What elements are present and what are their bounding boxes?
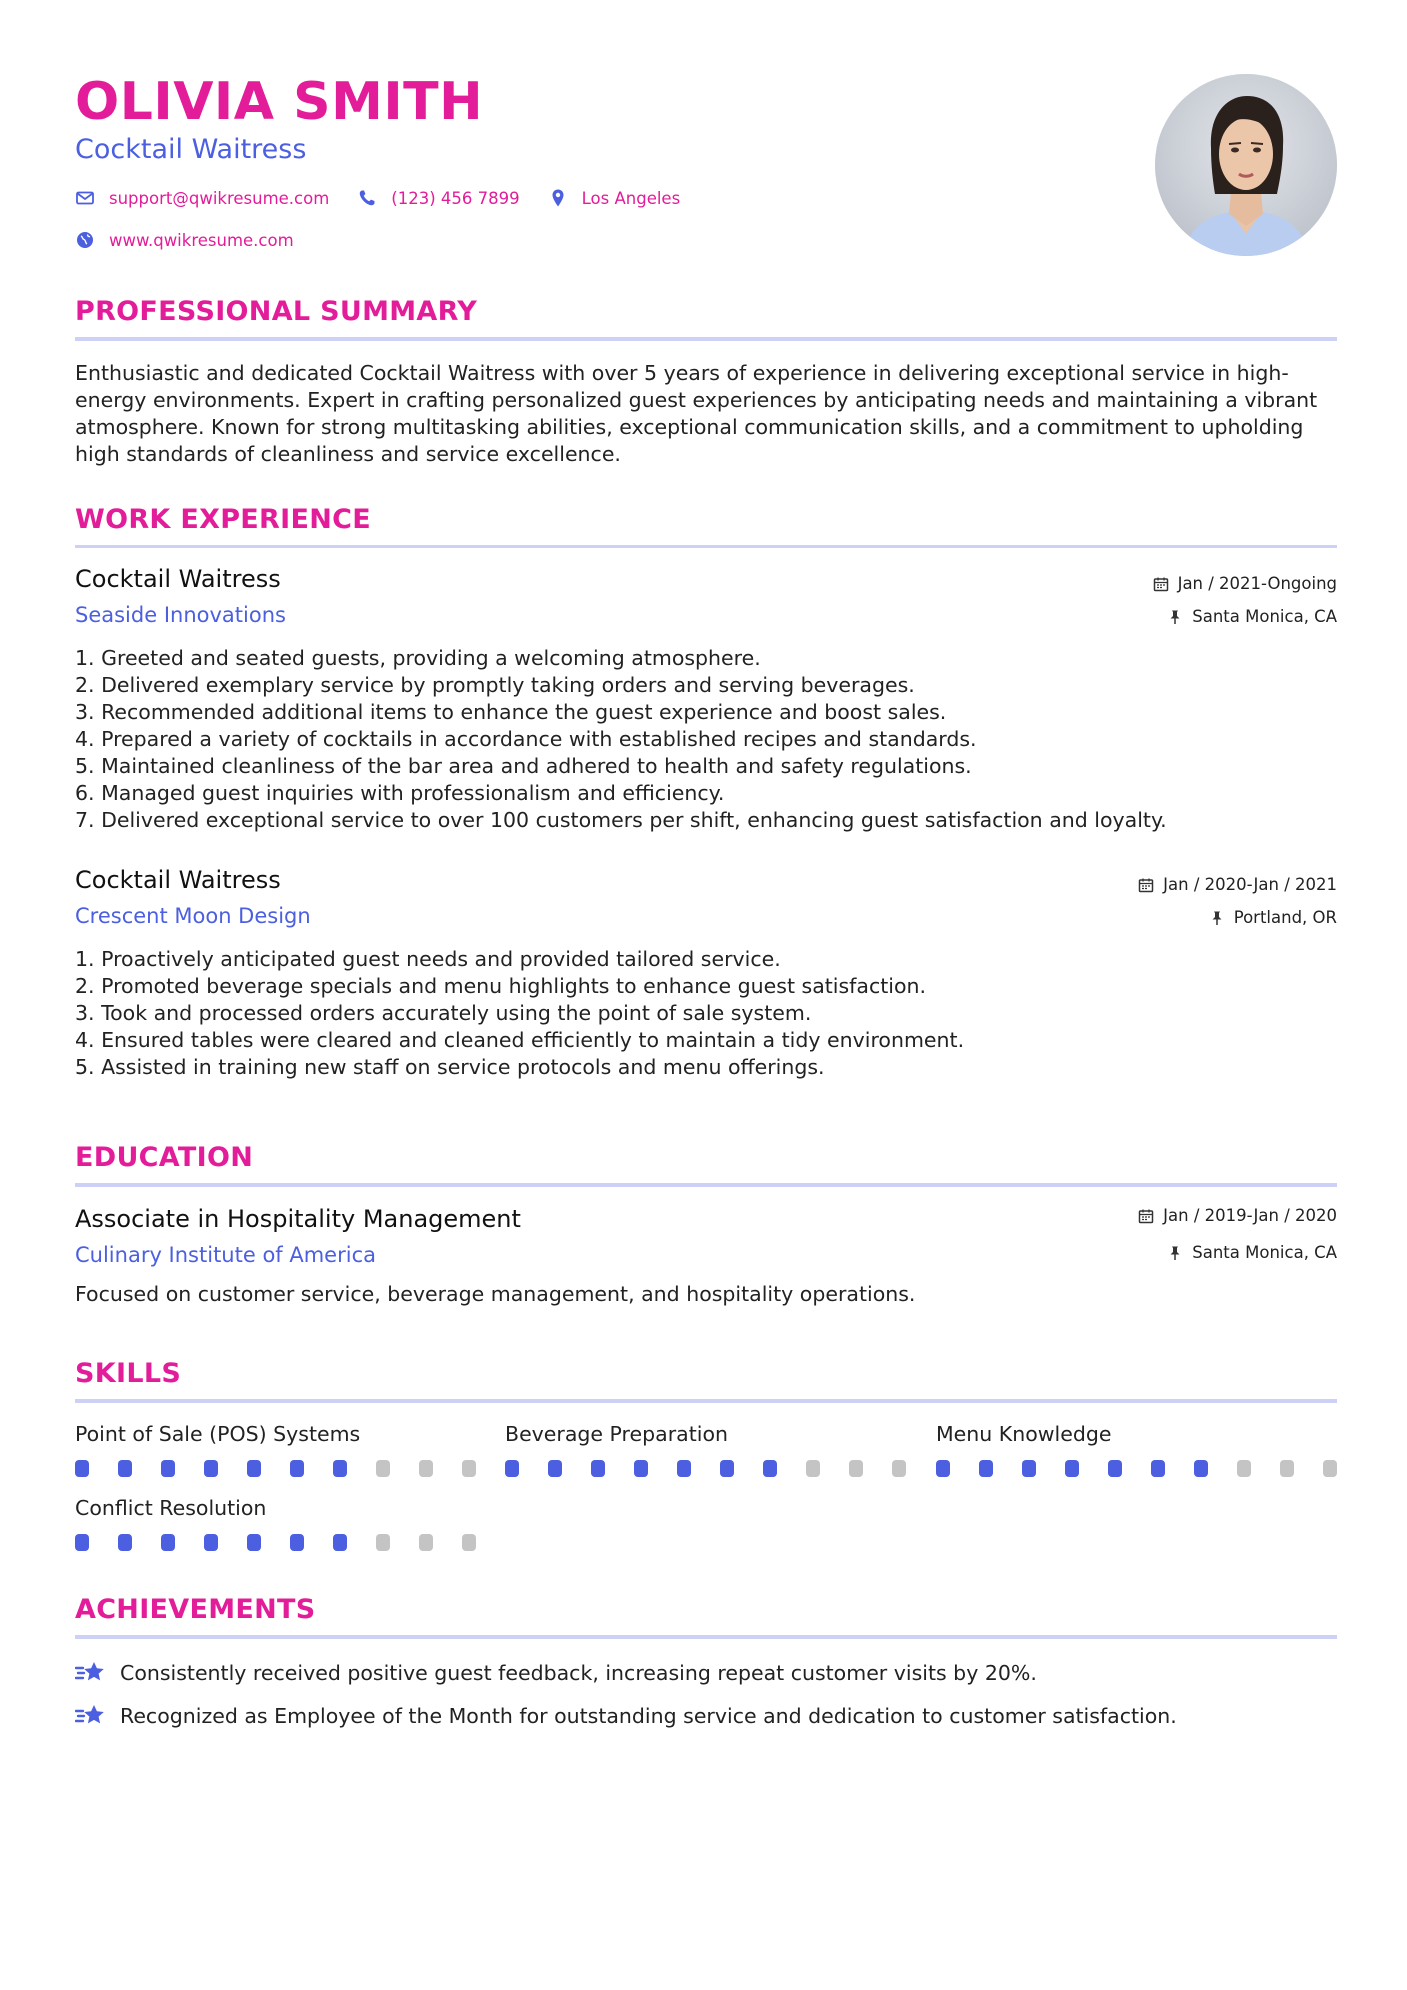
phone-text[interactable]: (123) 456 7899 [391, 188, 520, 208]
list-item: 6. Managed guest inquiries with professionalism and efficiency. [75, 781, 725, 805]
contact-email[interactable] [75, 188, 329, 208]
skill-name: Point of Sale (POS) Systems [75, 1422, 361, 1446]
profile-photo [1155, 74, 1337, 256]
skill-dot-filled [204, 1534, 218, 1551]
achievements-divider [75, 1635, 1337, 1639]
education-description: Focused on customer service, beverage management, and hospitality operations. [75, 1282, 916, 1306]
skill-dot-empty [806, 1460, 820, 1477]
job-company: Crescent Moon Design [75, 904, 311, 928]
skill-dot-filled [634, 1460, 648, 1477]
job-bullets [75, 946, 1337, 1081]
experience-heading: WORK EXPERIENCE [75, 504, 371, 535]
skill-dot-empty [419, 1534, 433, 1551]
list-item: 2. Promoted beverage specials and menu highlights to enhance guest satisfaction. [75, 974, 927, 998]
skill-dot-filled [75, 1460, 89, 1477]
envelope-icon [75, 188, 95, 208]
degree-title: Associate in Hospitality Management [75, 1205, 521, 1233]
skill-dot-empty [1323, 1460, 1337, 1477]
contact-location [548, 188, 681, 208]
achievements-heading: ACHIEVEMENTS [75, 1594, 316, 1625]
skill-dot-filled [1151, 1460, 1165, 1477]
skill-dot-empty [892, 1460, 906, 1477]
list-item: 1. Proactively anticipated guest needs and provided tailored service. [75, 947, 781, 971]
list-item: 5. Assisted in training new staff on service protocols and menu offerings. [75, 1055, 825, 1079]
list-item: 4. Prepared a variety of cocktails in accordance with established recipes and standards. [75, 727, 977, 751]
job-dates-text: Jan / 2020-Jan / 2021 [1163, 875, 1337, 894]
list-item: 1. Greeted and seated guests, providing a welcoming atmosphere. [75, 646, 761, 670]
skill-dot-filled [75, 1534, 89, 1551]
skill-dot-filled [720, 1460, 734, 1477]
summary-text: Enthusiastic and dedicated Cocktail Waitress with over 5 years of experience in delivering exceptional service in high-energy environments. Expert in crafting personalized guest experiences by anticipating needs and maintaining a vibrant atmosphere. Known for strong multitasking abilities, exceptional communication skills, and a commitment to upholding high standards of cleanliness and service excellence. [75, 361, 1318, 466]
job-title: Cocktail Waitress [75, 866, 281, 894]
skill-dot-filled [118, 1460, 132, 1477]
star-award-icon [75, 1702, 107, 1730]
skill-dot-filled [333, 1534, 347, 1551]
education-location [1167, 1243, 1337, 1262]
achievement-item [75, 1659, 1037, 1687]
pin-icon [1167, 1245, 1183, 1261]
skill-dot-empty [376, 1460, 390, 1477]
contact-row-2 [75, 230, 322, 250]
phone-icon [357, 188, 377, 208]
list-item: 2. Delivered exemplary service by promptly taking orders and serving beverages. [75, 673, 915, 697]
skill-rating [936, 1460, 1336, 1478]
skill-dot-filled [936, 1460, 950, 1477]
skill-dot-filled [677, 1460, 691, 1477]
skill-dot-filled [161, 1460, 175, 1477]
job-bullets [75, 645, 1337, 834]
calendar-icon [1138, 877, 1154, 893]
skill-dot-filled [290, 1534, 304, 1551]
skill-name: Conflict Resolution [75, 1496, 267, 1520]
skill-dot-filled [204, 1460, 218, 1477]
email-text[interactable]: support@qwikresume.com [109, 188, 330, 208]
education-location-text: Santa Monica, CA [1192, 1243, 1337, 1262]
contact-website[interactable] [75, 230, 294, 250]
skill-dot-filled [333, 1460, 347, 1477]
skill-dot-filled [247, 1460, 261, 1477]
skill-dot-empty [462, 1460, 476, 1477]
skill-dot-filled [763, 1460, 777, 1477]
skill-dot-filled [1022, 1460, 1036, 1477]
skill-dot-filled [247, 1534, 261, 1551]
job-dates [1138, 875, 1337, 894]
skill-dot-filled [118, 1534, 132, 1551]
skill-dot-empty [419, 1460, 433, 1477]
skills-heading: SKILLS [75, 1358, 182, 1389]
pin-icon [1209, 910, 1225, 926]
job-dates-text: Jan / 2021-Ongoing [1177, 574, 1337, 593]
list-item: 4. Ensured tables were cleared and cleaned efficiently to maintain a tidy environment. [75, 1028, 965, 1052]
education-dates-text: Jan / 2019-Jan / 2020 [1163, 1206, 1337, 1225]
job-dates [1153, 574, 1337, 593]
skill-dot-empty [462, 1534, 476, 1551]
summary-divider [75, 337, 1337, 341]
list-item: 3. Recommended additional items to enhance the guest experience and boost sales. [75, 700, 947, 724]
education-heading: EDUCATION [75, 1142, 254, 1173]
skill-dot-filled [505, 1460, 519, 1477]
skills-divider [75, 1399, 1337, 1403]
skill-dot-filled [1108, 1460, 1122, 1477]
skill-item [75, 1422, 475, 1478]
skill-dot-filled [591, 1460, 605, 1477]
skill-item [505, 1422, 905, 1478]
location-text: Los Angeles [581, 188, 681, 208]
star-award-icon [75, 1659, 107, 1687]
list-item: 5. Maintained cleanliness of the bar area and adhered to health and safety regulations. [75, 754, 972, 778]
skill-dot-filled [161, 1534, 175, 1551]
skill-item [75, 1496, 475, 1552]
achievement-text: Recognized as Employee of the Month for outstanding service and dedication to customer satisfaction. [120, 1704, 1177, 1728]
experience-divider [75, 545, 1337, 548]
skill-dot-empty [1237, 1460, 1251, 1477]
calendar-icon [1153, 576, 1169, 592]
map-marker-icon [548, 188, 568, 208]
candidate-name: OLIVIA SMITH [75, 72, 484, 132]
job-company: Seaside Innovations [75, 603, 286, 627]
candidate-title: Cocktail Waitress [75, 134, 307, 165]
contact-row [75, 188, 708, 208]
job-location-text: Portland, OR [1233, 908, 1337, 927]
school-name: Culinary Institute of America [75, 1243, 376, 1267]
website-text[interactable]: www.qwikresume.com [109, 230, 294, 250]
skill-dot-empty [1280, 1460, 1294, 1477]
job-location [1209, 908, 1337, 927]
skill-dot-empty [376, 1534, 390, 1551]
skill-dot-filled [1194, 1460, 1208, 1477]
achievement-item [75, 1702, 1177, 1730]
list-item: 3. Took and processed orders accurately using the point of sale system. [75, 1001, 812, 1025]
job-location-text: Santa Monica, CA [1192, 607, 1337, 626]
skill-dot-filled [979, 1460, 993, 1477]
skill-dot-filled [548, 1460, 562, 1477]
skill-rating [75, 1534, 475, 1552]
skill-rating [505, 1460, 905, 1478]
skill-dot-filled [290, 1460, 304, 1477]
skill-name: Menu Knowledge [936, 1422, 1112, 1446]
pin-icon [1167, 609, 1183, 625]
list-item: 7. Delivered exceptional service to over 100 customers per shift, enhancing guest satisfaction and loyalty. [75, 808, 1167, 832]
globe-icon [75, 230, 95, 250]
education-divider [75, 1183, 1337, 1187]
profile-photo-image [1155, 74, 1337, 256]
skill-name: Beverage Preparation [505, 1422, 728, 1446]
skill-rating [75, 1460, 475, 1478]
job-title: Cocktail Waitress [75, 565, 281, 593]
education-dates [1138, 1206, 1337, 1225]
job-location [1167, 607, 1337, 626]
skill-item [936, 1422, 1336, 1478]
skill-dot-empty [849, 1460, 863, 1477]
achievement-text: Consistently received positive guest feedback, increasing repeat customer visits by 20%. [120, 1661, 1037, 1685]
calendar-icon [1138, 1208, 1154, 1224]
summary-heading: PROFESSIONAL SUMMARY [75, 296, 478, 327]
contact-phone[interactable] [357, 188, 519, 208]
skill-dot-filled [1065, 1460, 1079, 1477]
